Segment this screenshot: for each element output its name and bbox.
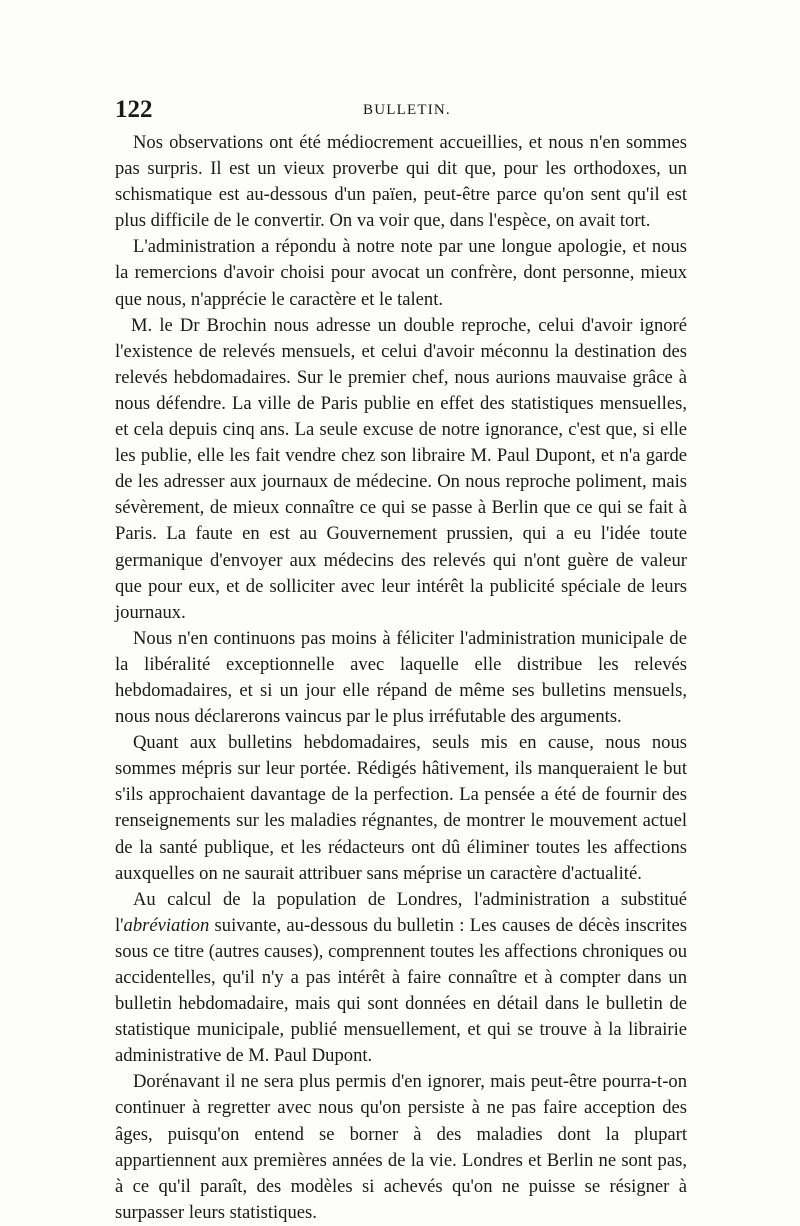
page-number: 122 (115, 96, 153, 123)
paragraph-6-start: Au calcul de la population de Londres, l'administration a substitué l' (115, 888, 687, 936)
paragraph-7: Dorénavant il ne sera plus permis d'en ignorer, mais peut-être pourra-t-on continuer à regretter avec nous qu'on persiste à ne pas faire acception des âges, puisqu'on entend se borner à des maladies dont la plupart appartiennent aux premières années de la vie. Londres et Berlin ne sont pas, à ce qu'il paraît, des modèles si achevés qu'on ne puisse se résigner à surpasser leurs statistiques. (115, 1071, 687, 1223)
paragraph-4: Nous n'en continuons pas moins à féliciter l'administration municipale de la libéralité exceptionnelle avec laquelle elle distribue les relevés hebdomadaires, et si un jour elle répand de même ses bulletins mensuels, nous nous déclarerons vaincus par le plus irréfutable des arguments. (115, 627, 687, 728)
paragraph-1: Nos observations ont été médiocrement accueillies, et nous n'en sommes pas surpris. Il est un vieux proverbe qui dit que, pour les orthodoxes, un schismatique est au-dessous d'un païen, peut-être parce qu'on sent qu'il est plus difficile de le convertir. On va voir que, dans l'espèce, on avait tort. (115, 132, 687, 232)
paragraph-2: L'administration a répondu à notre note par une longue apologie, et nous la remercions d'avoir choisi pour avocat un confrère, dont personne, mieux que nous, n'apprécie le caractère et le talent. (115, 236, 687, 310)
body-text (115, 130, 687, 1226)
paragraph-5: Quant aux bulletins hebdomadaires, seuls mis en cause, nous nous sommes mépris sur leur portée. Rédigés hâtivement, ils manqueraient le but s'ils approchaient davantage de la perfection. La pensée a été de fournir des renseignements sur les maladies régnantes, de montrer le mouvement actuel de la santé publique, et les rédacteurs ont dû éliminer toutes les affections auxquelles on ne saurait attribuer sans méprise un caractère d'actualité. (115, 732, 687, 884)
paragraph-6-end: suivante, au-dessous du bulletin : Les causes de décès inscrites sous ce titre (autres causes), comprennent toutes les affections chroniques ou accidentelles, qu'il n'y a pas intérêt à faire connaître et à compter dans un bulletin hebdomadaire, mais qui sont données en détail dans le bulletin de statistique municipale, publié mensuellement, et qui se trouve à la librairie administrative de M. Paul Dupont. (115, 914, 687, 1067)
page-header (115, 96, 685, 126)
running-head: BULLETIN. (363, 102, 451, 118)
paragraph-3: M. le Dr Brochin nous adresse un double reproche, celui d'avoir ignoré l'existence de relevés mensuels, et celui d'avoir méconnu la destination des relevés hebdomadaires. Sur le premier chef, nous aurions mauvaise grâce à nous défendre. La ville de Paris publie en effet des statistiques mensuelles, et cela depuis cinq ans. La seule excuse de notre ignorance, c'est que, si elle les publie, elle les fait vendre chez son libraire M. Paul Dupont, et n'a garde de les adresser aux journaux de médecine. On nous reproche poliment, mais sévèrement, de mieux connaître ce qui se passe à Berlin que ce qui se fait à Paris. La faute en est au Gouvernement prussien, qui a eu l'idée toute germanique d'envoyer aux médecins des relevés qui n'ont guère de valeur que pour eux, et de solliciter avec leur intérêt la publicité spéciale de leurs journaux. (115, 314, 687, 623)
italic-word: abréviation (123, 914, 210, 936)
paragraph-6 (115, 887, 687, 1070)
